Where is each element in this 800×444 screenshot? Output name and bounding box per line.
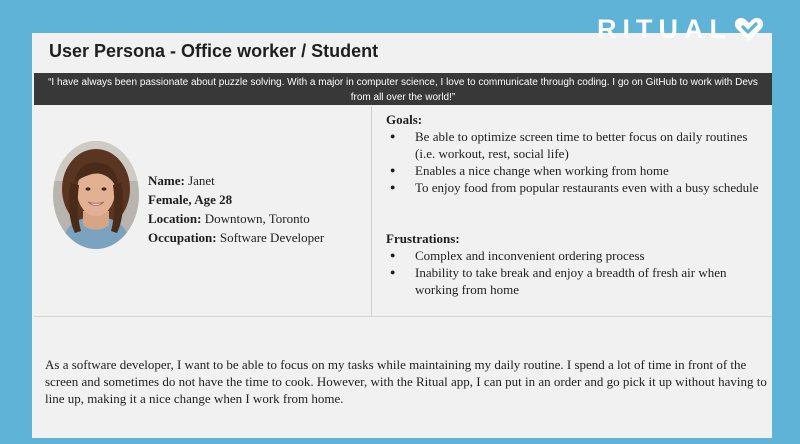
section-divider (34, 316, 772, 317)
name-value: Janet (188, 173, 215, 188)
goal-item: ● Enables a nice change when working from home (386, 162, 766, 179)
frustration-item: ● Inability to take break and enjoy a breadth of fresh air when working from home (386, 264, 766, 298)
page-title: User Persona - Office worker / Student (49, 41, 379, 61)
heart-icon (734, 16, 764, 42)
location-value: Downtown, Toronto (204, 211, 310, 226)
persona-photo (53, 141, 139, 249)
gender-age: Female, Age 28 (148, 192, 233, 207)
goals-section (386, 111, 766, 196)
ritual-logo (597, 14, 764, 44)
goal-item: ● To enjoy food from popular restaurants even with a busy schedule (386, 179, 766, 196)
goal-item: ● Be able to optimize screen time to better focus on daily routines (i.e. workout, rest, social life) (386, 128, 766, 162)
name-label: Name: (148, 173, 185, 188)
goals-title: Goals: (386, 112, 423, 127)
persona-details (148, 171, 324, 247)
frustrations-title: Frustrations: (386, 231, 460, 246)
occupation-value: Software Developer (219, 230, 325, 245)
goals-list (386, 128, 766, 196)
frustrations-list (386, 247, 766, 298)
frustrations-section (386, 230, 766, 298)
name-row (148, 171, 324, 190)
occupation-label: Occupation: (148, 230, 217, 245)
location-label: Location: (148, 211, 202, 226)
occupation-row (148, 228, 324, 247)
persona-quote: “I have always been passionate about puzzle solving. With a major in computer science, I love to communicate through coding. I go on GitHub to work with Devs from all over the world!” (34, 73, 772, 105)
gender-age-row (148, 190, 324, 209)
location-row (148, 209, 324, 228)
frustration-item: ● Complex and inconvenient ordering process (386, 247, 766, 264)
profile-panel (34, 106, 372, 316)
logo-text: RITUAL (597, 14, 732, 44)
user-story: As a software developer, I want to be able to focus on my tasks while maintaining my daily routine. I spend a lot of time in front of the screen and sometimes do not have the time to cook. However, with the Ritual app, I can put in an order and go pick it up without having to line up, making it a nice change when I work from home. (45, 357, 767, 406)
